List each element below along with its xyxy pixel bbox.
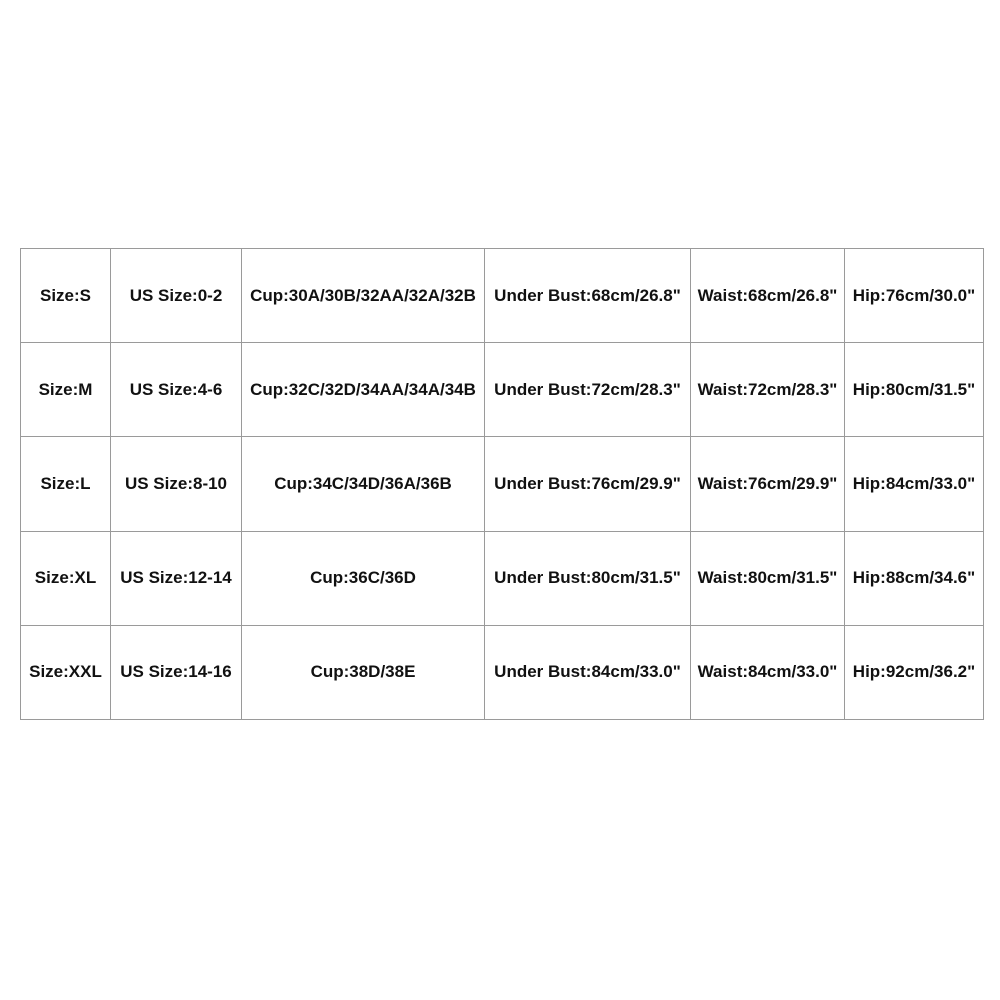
us-size-cell: US Size:4-6	[111, 343, 242, 437]
table-row	[21, 249, 984, 343]
waist-cell: Waist:76cm/29.9"	[691, 437, 845, 531]
waist-cell: Waist:84cm/33.0"	[691, 625, 845, 719]
waist-cell: Waist:80cm/31.5"	[691, 531, 845, 625]
waist-cell: Waist:68cm/26.8"	[691, 249, 845, 343]
under-bust-cell: Under Bust:76cm/29.9"	[485, 437, 691, 531]
table-row	[21, 531, 984, 625]
hip-cell: Hip:92cm/36.2"	[845, 625, 984, 719]
size-cell: Size:M	[21, 343, 111, 437]
cup-cell: Cup:30A/30B/32AA/32A/32B	[242, 249, 485, 343]
hip-cell: Hip:84cm/33.0"	[845, 437, 984, 531]
waist-cell: Waist:72cm/28.3"	[691, 343, 845, 437]
cup-cell: Cup:36C/36D	[242, 531, 485, 625]
us-size-cell: US Size:8-10	[111, 437, 242, 531]
under-bust-cell: Under Bust:68cm/26.8"	[485, 249, 691, 343]
cup-cell: Cup:34C/34D/36A/36B	[242, 437, 485, 531]
us-size-cell: US Size:0-2	[111, 249, 242, 343]
us-size-cell: US Size:14-16	[111, 625, 242, 719]
table-row	[21, 625, 984, 719]
table-row	[21, 437, 984, 531]
cup-cell: Cup:32C/32D/34AA/34A/34B	[242, 343, 485, 437]
hip-cell: Hip:80cm/31.5"	[845, 343, 984, 437]
under-bust-cell: Under Bust:80cm/31.5"	[485, 531, 691, 625]
cup-cell: Cup:38D/38E	[242, 625, 485, 719]
size-cell: Size:L	[21, 437, 111, 531]
under-bust-cell: Under Bust:84cm/33.0"	[485, 625, 691, 719]
size-chart-table	[20, 248, 984, 720]
table-row	[21, 343, 984, 437]
size-cell: Size:S	[21, 249, 111, 343]
hip-cell: Hip:76cm/30.0"	[845, 249, 984, 343]
us-size-cell: US Size:12-14	[111, 531, 242, 625]
hip-cell: Hip:88cm/34.6"	[845, 531, 984, 625]
under-bust-cell: Under Bust:72cm/28.3"	[485, 343, 691, 437]
size-cell: Size:XL	[21, 531, 111, 625]
size-cell: Size:XXL	[21, 625, 111, 719]
